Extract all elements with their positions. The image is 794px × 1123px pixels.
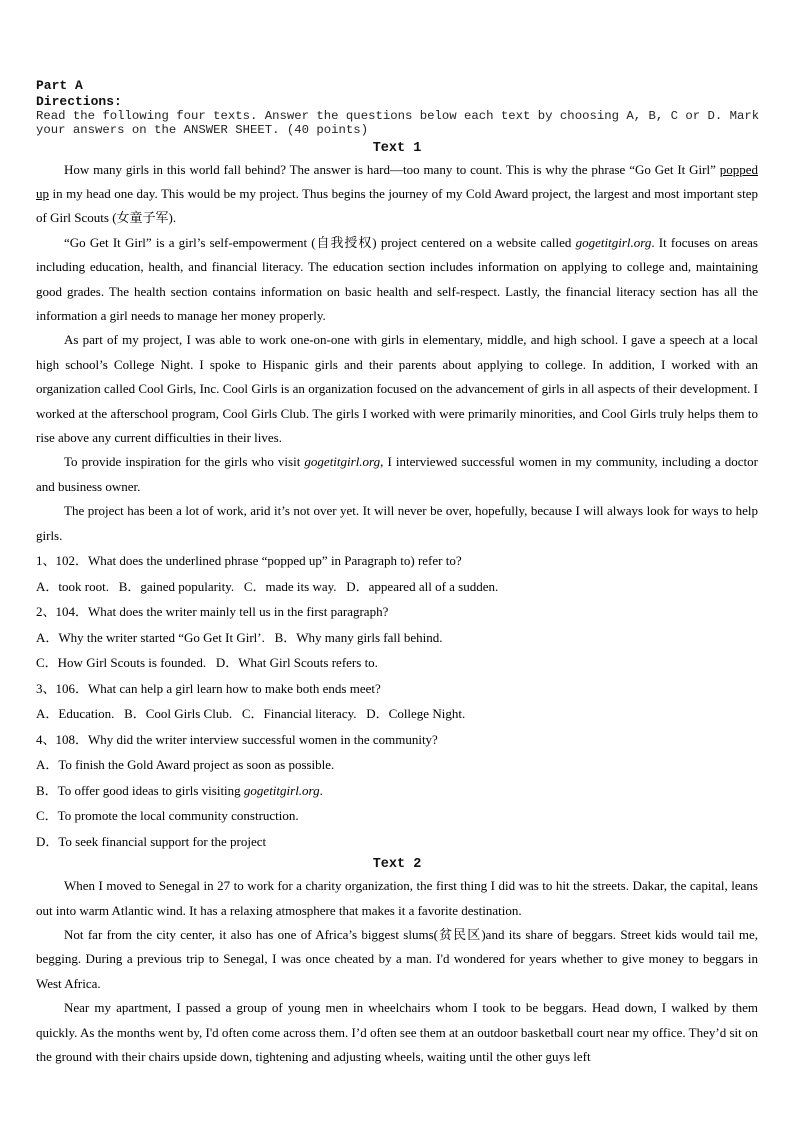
text-segment: gogetitgirl.org [243, 782, 320, 798]
directions-label: Directions: [36, 94, 122, 109]
text-segment: C．To promote the local community construction. [36, 808, 299, 824]
text-segment: in my head one day. This would be my project. Thus begins the journey of my Cold Award project, the largest and most important step of Girl Scouts (女童子军). [36, 186, 758, 226]
directions-line [36, 124, 758, 138]
question-line [36, 727, 758, 753]
question-line [36, 650, 758, 676]
text-segment: The project has been a lot of work, arid it’s not over yet. It will never be over, hopefully, because I will always look for ways to help girls. [36, 503, 758, 543]
text-segment: “Go Get It Girl” is a girl’s self-empowerment (自我授权) project centered on a website called [64, 234, 576, 250]
text-segment: Near my apartment, I passed a group of young men in wheelchairs whom I took to be beggars. Head down, I walked by them quickly. As the months went by, I'd often come across them. I’d often see them at an outdoor basketball court near my office. They’d sit on the ground with their chairs upside down, tightening and adjusting wheels, waiting until the other guys left [36, 1000, 758, 1064]
question-line [36, 778, 758, 804]
text-segment: D．To seek financial support for the project [36, 833, 267, 849]
text-segment: Not far from the city center, it also has one of Africa’s biggest slums(贫民区)and its share of beggars. Street kids would tail me, begging. During a previous trip to Senegal, I was once cheated by a man. I'd wondered for years whether to give money to beggars in West Africa. [36, 926, 758, 991]
text1-questions [36, 548, 758, 854]
question-line [36, 752, 758, 778]
text-segment: . [319, 782, 323, 798]
text-segment: 4、108．Why did the writer interview successful women in the community? [36, 731, 438, 747]
text-segment: your answers on the ANSWER SHEET. (40 points) [36, 122, 369, 137]
text2-heading: Text 2 [372, 857, 422, 873]
text2-body [36, 874, 758, 1069]
text-segment: A．took root. B．gained popularity. C．made its way. D．appeared all of a sudden. [36, 578, 499, 594]
text-segment: , I interviewed successful women in my community, including a doctor and business owner. [36, 454, 758, 494]
text-segment: A．To finish the Gold Award project as soon as possible. [36, 757, 335, 773]
question-line [36, 676, 758, 702]
paragraph [36, 499, 758, 548]
directions-line [36, 110, 758, 124]
paragraph [36, 996, 758, 1069]
text1-heading: Text 1 [372, 140, 422, 156]
part-label: Part A [36, 78, 83, 93]
text-segment: A．Education. B．Cool Girls Club. C．Financial literacy. D．College Night. [36, 706, 466, 722]
directions-text [36, 110, 758, 138]
question-line [36, 625, 758, 651]
question-line [36, 829, 758, 855]
text-segment: 3、106．What can help a girl learn how to make both ends meet? [36, 680, 381, 696]
text-segment: Read the following four texts. Answer the questions below each text by choosing A, B, C or D. Mark [36, 109, 760, 123]
page-content [36, 78, 758, 1069]
question-line [36, 574, 758, 600]
text-segment: B．To offer good ideas to girls visiting [36, 782, 244, 798]
text-segment: To provide inspiration for the girls who visit [64, 454, 305, 470]
text-segment: When I moved to Senegal in 27 to work for a charity organization, the first thing I did was to hit the streets. Dakar, the capital, leans out into warm Atlantic wind. It has a relaxing atmosphere that makes it a favorite destination. [36, 878, 758, 918]
text-segment: How many girls in this world fall behind? The answer is hard—too many to count. This is why the phrase “Go Get It Girl” [64, 161, 720, 177]
text-segment: 1、102．What does the underlined phrase “popped up” in Paragraph to) refer to? [36, 553, 462, 569]
question-line [36, 599, 758, 625]
paragraph [36, 158, 758, 231]
paragraph [36, 923, 758, 996]
question-line [36, 548, 758, 574]
text-segment: A．Why the writer started “Go Get It Girl’. B．Why many girls fall behind. [36, 629, 443, 645]
text-segment: C．How Girl Scouts is founded. D．What Girl Scouts refers to. [36, 655, 378, 671]
paragraph [36, 450, 758, 499]
question-line [36, 701, 758, 727]
text-segment: popped up [36, 161, 758, 201]
paragraph [36, 328, 758, 450]
text-segment: gogetitgirl.org [304, 454, 381, 470]
paragraph [36, 231, 758, 329]
text-segment: . It focuses on areas including education, health, and financial literacy. The education section includes information on applying to college and, maintaining good grades. The health section contains information on basic health and self-respect. Lastly, the financial literacy section has all the information a girl needs to manage her money properly. [36, 234, 758, 324]
question-line [36, 803, 758, 829]
text-segment: 2、104．What does the writer mainly tell us in the first paragraph? [36, 604, 389, 620]
text-segment: As part of my project, I was able to work one-on-one with girls in elementary, middle, and high school. I gave a speech at a local high school’s College Night. I spoke to Hispanic girls and their parents about applying to college. In addition, I worked with an organization called Cool Girls, Inc. Cool Girls is an organization focused on the advancement of girls in all aspects of their development. I worked at the afterschool program, Cool Girls Club. The girls I worked with were primarily minorities, and Cool Girls truly helps them to rise above any current difficulties in their lives. [36, 332, 758, 446]
text1-body [36, 158, 758, 549]
paragraph [36, 874, 758, 923]
text-segment: gogetitgirl.org [575, 234, 652, 250]
